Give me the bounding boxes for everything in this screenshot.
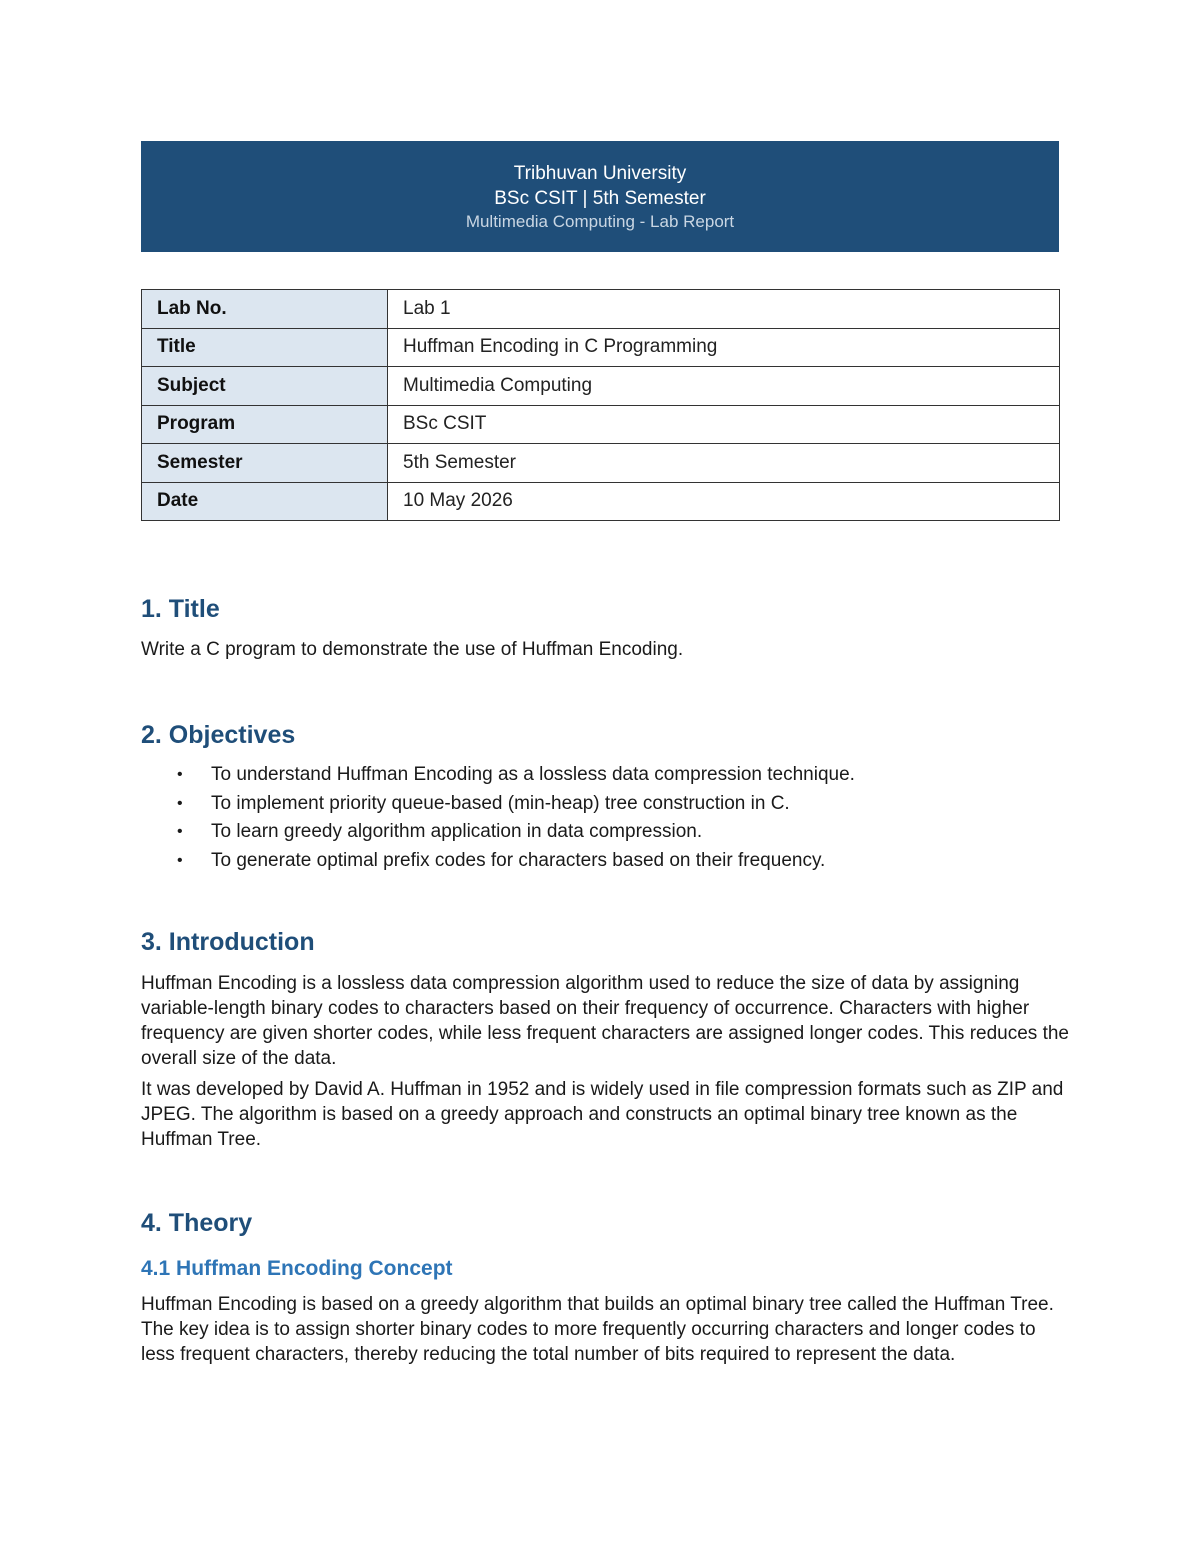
intro-paragraph-1: Huffman Encoding is a lossless data compression algorithm used to reduce the size of data by assigning variable-length binary codes to characters based on their frequency of occurrence. Characters with higher frequency are given shorter codes, while less frequent characters are assigned longer codes. This reduces the overall size of the data.	[141, 973, 1069, 1069]
row-key: Title	[142, 328, 388, 367]
objectives-list	[141, 761, 855, 876]
header-banner	[141, 141, 1059, 252]
theory-subheading: 4.1 Huffman Encoding Concept	[141, 1257, 453, 1280]
bullet-icon: •	[177, 823, 183, 841]
list-item	[141, 761, 855, 790]
objective-text: To implement priority queue-based (min-heap) tree construction in C.	[211, 792, 790, 814]
objective-text: To learn greedy algorithm application in data compression.	[211, 821, 703, 843]
row-key: Date	[142, 482, 388, 521]
row-key: Subject	[142, 367, 388, 406]
list-item	[141, 847, 855, 876]
table-row	[142, 482, 1060, 521]
list-item	[141, 790, 855, 819]
row-value: Multimedia Computing	[388, 367, 1060, 406]
theory-paragraph: Huffman Encoding is based on a greedy algorithm that builds an optimal binary tree called the Huffman Tree. The key idea is to assign shorter binary codes to more frequently occurring characters and longer codes to less frequent characters, thereby reducing the total number of bits required to represent the data.	[141, 1294, 1054, 1365]
row-key: Program	[142, 405, 388, 444]
list-item	[141, 818, 855, 847]
program-line: BSc CSIT | 5th Semester	[494, 188, 706, 209]
objective-text: To understand Huffman Encoding as a lossless data compression technique.	[211, 764, 855, 785]
row-value: BSc CSIT	[388, 405, 1060, 444]
row-key: Semester	[142, 444, 388, 483]
table-row	[142, 444, 1060, 483]
section-theory-heading: 4. Theory	[141, 1209, 253, 1237]
section-title-text: Write a C program to demonstrate the use of Huffman Encoding.	[141, 639, 684, 660]
row-value: 5th Semester	[388, 444, 1060, 483]
section-intro-heading: 3. Introduction	[141, 928, 315, 956]
objective-text: To generate optimal prefix codes for characters based on their frequency.	[211, 850, 826, 872]
row-value: Lab 1	[388, 290, 1060, 329]
row-value: Huffman Encoding in C Programming	[388, 328, 1060, 367]
table-row	[142, 290, 1060, 329]
intro-paragraph-2: It was developed by David A. Huffman in 1952 and is widely used in file compression formats such as ZIP and JPEG. The algorithm is based on a greedy approach and constructs an optimal binary tree known as the Huffman Tree.	[141, 1079, 1064, 1150]
row-key: Lab No.	[142, 290, 388, 329]
bullet-icon: •	[177, 794, 183, 812]
section-title-heading: 1. Title	[141, 595, 220, 623]
bullet-icon: •	[177, 766, 183, 783]
row-value: 10 May 2026	[388, 482, 1060, 521]
table-row	[142, 367, 1060, 406]
table-row	[142, 405, 1060, 444]
section-objectives-heading: 2. Objectives	[141, 721, 296, 749]
university-name: Tribhuvan University	[513, 163, 687, 184]
lab-info-table	[141, 289, 1060, 521]
bullet-icon: •	[177, 852, 183, 870]
report-subtitle: Multimedia Computing - Lab Report	[465, 212, 735, 231]
table-row	[142, 328, 1060, 367]
